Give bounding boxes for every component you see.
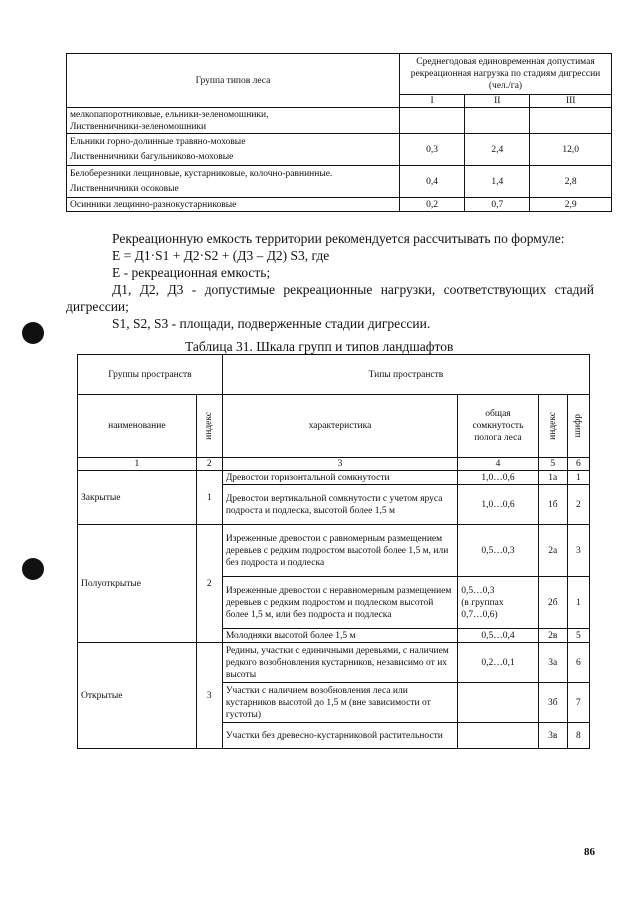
- header-index-2: индекс: [547, 412, 558, 440]
- landscape-scale-table: Группы пространств Типы пространств наименование индекс характеристика общая сомкнутость полога леса индекс шифр 1 2 3 4 5 6 Закрытые 1 Древостои горизонтальной сомкнутости 1,0…0,6 1а 1 Древостои вертикальной сомкнутости с учетом яруса подроста и подлеска, высотой более 1,5 м 1,0…0,6 1б 2 Полуоткрытые 2 Изреженные древостои с равномерным размещением деревьев с редким подростом высотой более 1,5 м, или без подроста и подлеска 0,5…0,3 2а 3 Изреженные древостои с неравномерным размещением деревьев с редким подростом и подлеском высотой более 1,5 м, или без подроста и подлеска 0,5…0,3 (в группах 0,7…0,6) 2б 1 Молодняки высотой более 1,5 м 0,5…0,4 2в 5 Открытые 3 Редины, участки с единичными деревьями, с наличием редкого возобновления кустарников, независимо от их высоты 0,2…0,1 3а 6 Участки с наличием возобновления леса или кустарников высотой до 1,5 м (вне зависимости от густоты) 3б 7 Участки без древесно-кустарниковой растительности 3в 8: [77, 354, 590, 749]
- stage-1: I: [400, 95, 465, 108]
- header-density: общая сомкнутость полога леса: [458, 395, 538, 458]
- header-name: наименование: [78, 395, 197, 458]
- group-name: Закрытые: [78, 471, 197, 525]
- table-row: Белоберезники лещиновые, кустарниковые, колочно-равнинные. Лиственничники осоковые: [67, 166, 400, 198]
- table-row: мелкопапоротниковые, ельники-зеленомошники, Лиственничники-зеленомошники: [67, 108, 400, 134]
- table-row: Участки без древесно-кустарниковой растительности: [222, 723, 457, 749]
- group-name: Полуоткрытые: [78, 525, 197, 643]
- group-name: Открытые: [78, 643, 197, 749]
- group-index: 2: [196, 525, 222, 643]
- table-row: Редины, участки с единичными деревьями, с наличием редкого возобновления кустарников, независимо от их высоты: [222, 643, 457, 683]
- table-caption: Таблица 31. Шкала групп и типов ландшафтов: [185, 339, 454, 354]
- table-row: Изреженные древостои с равномерным размещением деревьев с редким подростом высотой более 1,5 м, или без подроста и подлеска: [222, 525, 457, 577]
- table-row: Молодняки высотой более 1,5 м: [222, 629, 457, 643]
- table-row: Древостои вертикальной сомкнутости с учетом яруса подроста и подлеска, высотой более 1,5 м: [222, 485, 457, 525]
- stage-2: II: [465, 95, 530, 108]
- group-index: 3: [196, 643, 222, 749]
- header-code: шифр: [573, 414, 584, 438]
- punch-hole-bottom: [22, 558, 44, 580]
- page-number: 86: [584, 846, 595, 858]
- header-load: Среднегодовая единовременная допустимая рекреационная нагрузка по стадиям дигрессии (чел./га): [400, 54, 612, 95]
- header-forest-group: Группа типов леса: [67, 54, 400, 108]
- formula-intro: Рекреационную емкость территории рекомендуется рассчитывать по формуле:: [112, 231, 565, 246]
- definition-s: S1, S2, S3 - площади, подверженные стадии дигрессии.: [112, 316, 431, 331]
- header-characteristic: характеристика: [222, 395, 457, 458]
- recreational-load-table: Группа типов леса Среднегодовая единовременная допустимая рекреационная нагрузка по стадиям дигрессии (чел./га) I II III мелкопапоротниковые, ельники-зеленомошники, Лиственничники-зеленомошники Ельники горно-долинные травяно-моховые Лиственничники багульниково-моховые 0,3 2,4 12,0 Белоберезники лещиновые, кустарниковые, колочно-равнинные. Лиственничники осоковые 0,4 1,4 2,8 Осинники лещинно-разнокустарниковые 0,2 0,7 2,9: [66, 53, 612, 212]
- header-index: индекс: [204, 412, 215, 440]
- table-row: Ельники горно-долинные травяно-моховые Лиственничники багульниково-моховые: [67, 134, 400, 166]
- table-row: Участки с наличием возобновления леса или кустарников высотой до 1,5 м (вне зависимости от густоты): [222, 683, 457, 723]
- formula: Е = Д1·S1 + Д2·S2 + (Д3 – Д2) S3, где: [112, 248, 330, 263]
- table-row: Древостои горизонтальной сомкнутости: [222, 471, 457, 485]
- group-index: 1: [196, 471, 222, 525]
- stage-3: III: [530, 95, 612, 108]
- definition-d: Д1, Д2, Д3 - допустимые рекреационные нагрузки, соответствующих стадий дигрессии;: [66, 282, 594, 314]
- punch-hole-top: [22, 322, 44, 344]
- table-row: Изреженные древостои с неравномерным размещением деревьев с редким подростом и подлеском высотой более 1,5 м, или без подроста и подлеска: [222, 577, 457, 629]
- header-groups: Группы пространств: [78, 355, 223, 395]
- header-types: Типы пространств: [222, 355, 589, 395]
- table-row: Осинники лещинно-разнокустарниковые: [67, 198, 400, 212]
- definition-e: Е - рекреационная емкость;: [112, 265, 271, 280]
